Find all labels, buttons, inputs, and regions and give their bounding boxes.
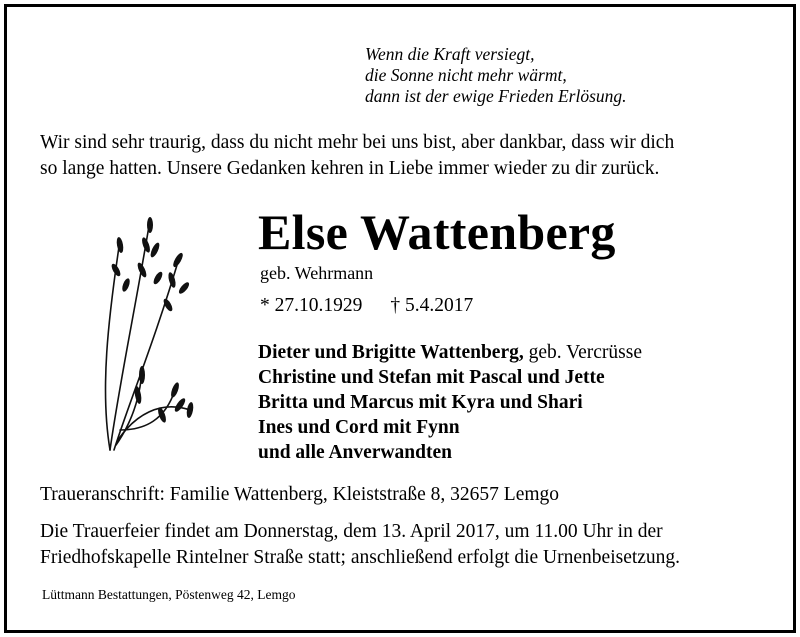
undertaker-info: Lüttmann Bestattungen, Pöstenweg 42, Lemgo [42,587,296,602]
mourner-line: Ines und Cord mit Fynn [258,417,460,438]
death-date: † 5.4.2017 [390,295,474,316]
mourner-line: Dieter und Brigitte Wattenberg, geb. Vercrüsse [258,342,642,363]
birth-date: * 27.10.1929 [260,295,363,316]
ceremony-line: Friedhofskapelle Rintelner Straße statt; anschließend erfolgt die Urnenbeisetzung. [40,547,681,568]
mourner-line: Britta und Marcus mit Kyra und Shari [258,392,583,413]
mourners-list [258,340,642,465]
poem-line: Wenn die Kraft versiegt, [365,44,535,64]
intro-line: Wir sind sehr traurig, dass du nicht mehr bei uns bist, aber dankbar, dass wir dich [40,132,675,153]
ceremony-line: Die Trauerfeier findet am Donnerstag, dem 13. April 2017, um 11.00 Uhr in der [40,521,663,542]
mourning-address: Traueranschrift: Familie Wattenberg, Kleiststraße 8, 32657 Lemgo [40,484,560,505]
life-dates [260,295,473,317]
intro-line: so lange hatten. Unsere Gedanken kehren in Liebe immer wieder zu dir zurück. [40,158,660,179]
deceased-name: Else Wattenberg [258,204,616,260]
ceremony-info [40,519,760,571]
poem [365,44,627,107]
grass-stalk-icon [80,200,220,460]
mourner-line: Christine und Stefan mit Pascal und Jette [258,367,605,388]
poem-line: die Sonne nicht mehr wärmt, [365,65,567,85]
intro-text [40,130,770,182]
mourner-line: und alle Anverwandten [258,442,452,463]
maiden-name: geb. Wehrmann [260,263,374,283]
poem-line: dann ist der ewige Frieden Erlösung. [365,86,627,106]
